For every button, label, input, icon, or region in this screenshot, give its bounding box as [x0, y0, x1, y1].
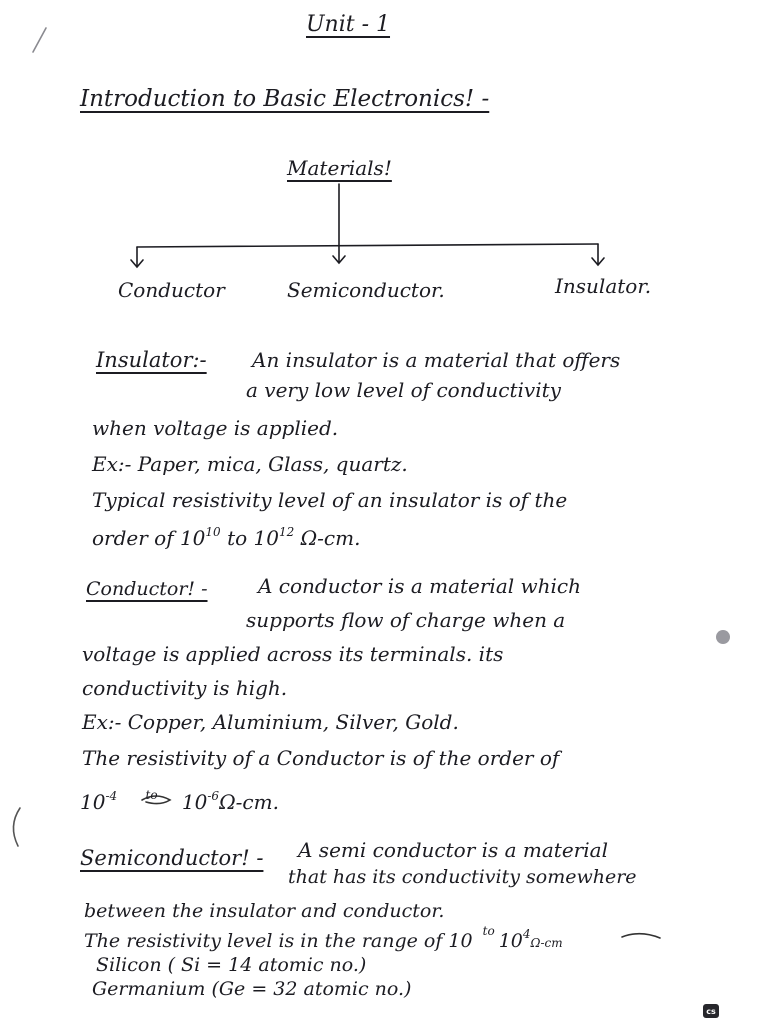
semiconductor-germanium: Germanium (Ge = 32 atomic no.)	[92, 978, 412, 1000]
section-heading: Introduction to Basic Electronics! -	[80, 86, 490, 112]
semiconductor-silicon: Silicon ( Si = 14 atomic no.)	[96, 954, 367, 976]
tree-horizontal-line	[137, 244, 598, 247]
conductor-line-3: voltage is applied across its terminals. its	[82, 642, 504, 666]
insulator-term: Insulator:-	[96, 348, 207, 372]
semiconductor-range-post: 10	[498, 930, 523, 952]
insulator-line-3: when voltage is applied.	[92, 416, 339, 440]
strike-scribble-semiconductor	[622, 934, 660, 938]
semiconductor-range-to: to	[482, 924, 495, 938]
insulator-res-prefix: order of 10	[92, 526, 206, 550]
diagram-root-label: Materials!	[287, 156, 392, 180]
semiconductor-range-unit: Ω-cm	[530, 936, 563, 950]
diagram-branch-conductor: Conductor	[118, 278, 225, 302]
margin-stroke-top	[33, 28, 46, 52]
scanner-app-logo: cs	[703, 1004, 719, 1018]
conductor-res-mid: 10	[181, 790, 208, 814]
semiconductor-range-exponent: 4	[522, 927, 531, 941]
semiconductor-range-prefix: The resistivity level is in the range of 10	[84, 930, 473, 952]
diagram-branch-insulator: Insulator.	[555, 274, 652, 298]
insulator-line-2: a very low level of conductivity	[246, 378, 561, 402]
insulator-res-mid: to 10	[227, 526, 279, 550]
conductor-res-prefix: 10	[80, 790, 106, 814]
conductor-line-1: A conductor is a material which	[258, 574, 581, 598]
scan-smudge-dot	[716, 630, 730, 644]
margin-stroke-bottom	[13, 808, 20, 846]
diagram-branch-semiconductor: Semiconductor.	[287, 278, 445, 302]
insulator-res-exponent-2: 12	[278, 525, 295, 539]
unit-title: Unit - 1	[306, 12, 391, 37]
semiconductor-line-4	[84, 924, 563, 952]
conductor-term: Conductor! -	[86, 578, 208, 600]
conductor-res-exponent-2: -6	[207, 789, 220, 803]
insulator-resistivity-line-2	[92, 526, 360, 548]
semiconductor-line-2: that has its conductivity somewhere	[288, 866, 637, 888]
conductor-line-4: conductivity is high.	[82, 676, 288, 700]
conductor-res-to: to	[145, 788, 158, 802]
semiconductor-line-3: between the insulator and conductor.	[84, 900, 445, 922]
conductor-resistivity-line-2	[80, 790, 279, 812]
insulator-examples: Ex:- Paper, mica, Glass, quartz.	[92, 452, 408, 476]
conductor-examples: Ex:- Copper, Aluminium, Silver, Gold.	[82, 710, 459, 734]
semiconductor-line-1: A semi conductor is a material	[298, 838, 608, 862]
semiconductor-term: Semiconductor! -	[80, 846, 264, 870]
insulator-res-unit: Ω-cm.	[300, 526, 361, 550]
conductor-line-2: supports flow of charge when a	[246, 608, 566, 632]
insulator-resistivity-line-1: Typical resistivity level of an insulator is of the	[92, 488, 568, 512]
insulator-res-exponent-1: 10	[205, 525, 221, 539]
conductor-res-exponent-1: -4	[105, 789, 118, 803]
conductor-resistivity-line-1: The resistivity of a Conductor is of the order of	[82, 746, 560, 770]
conductor-res-unit: Ω-cm.	[219, 790, 279, 814]
insulator-line-1: An insulator is a material that offers	[252, 348, 621, 372]
